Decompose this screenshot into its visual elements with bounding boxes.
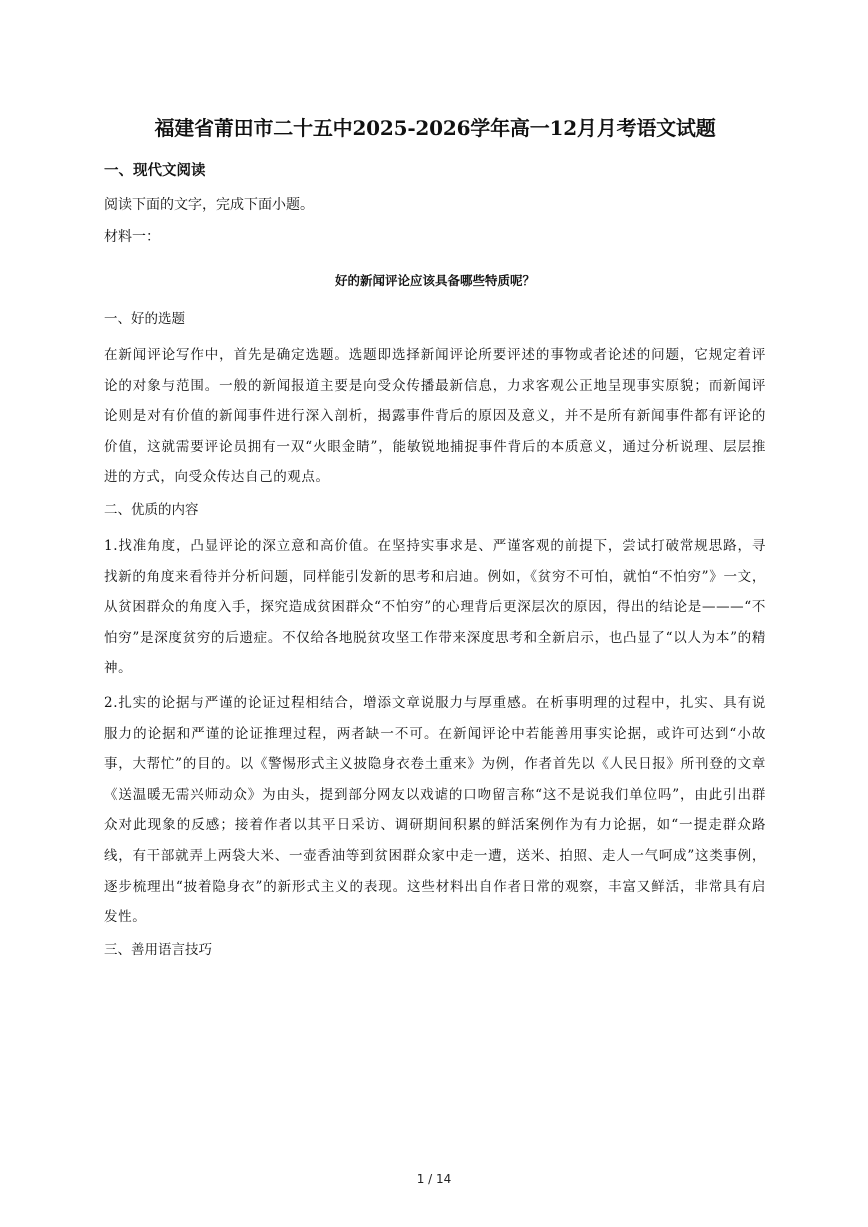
material-label: 材料一：: [104, 229, 160, 245]
paragraph-find-angle: 1.找准角度，凸显评论的深立意和高价值。在坚持实事求是、严谨客观的前提下，尝试打破常规思路，寻找新的角度来看待并分析问题，同样能引发新的思考和启迪。例如，《贫穷不可怕，就怕“不怕穷”》一文，从贫困群众的角度入手，探究造成贫困群众“不怕穷”的心理背后更深层次的原因，得出的结论是———“不怕穷”是深度贫穷的后遗症。不仅给各地脱贫攻坚工作带来深度思考和全新启示，也凸显了“以人为本”的精神。: [104, 537, 766, 677]
section-heading-modern-reading: 一、现代文阅读: [104, 163, 206, 179]
page-content: [104, 112, 766, 971]
sub-heading-good-topic: 一、好的选题: [104, 311, 185, 327]
paragraph-topic-selection: 在新闻评论写作中，首先是确定选题。选题即选择新闻评论所要评述的事物或者论述的问题，它规定着评论的对象与范围。一般的新闻报道主要是向受众传播最新信息，力求客观公正地呈现事实原貌；而新闻评论则是对有价值的新闻事件进行深入剖析，揭露事件背后的原因及意义，并不是所有新闻事件都有评论的价值，这就需要评论员拥有一双“火眼金睛”，能敏锐地捕捉事件背后的本质意义，通过分析说理、层层推进的方式，向受众传达自己的观点。: [104, 347, 766, 486]
sub-heading-language-skills: 三、善用语言技巧: [104, 941, 212, 958]
reading-instruction: 阅读下面的文字，完成下面小题。: [104, 197, 314, 213]
paragraph-solid-evidence: 2.扎实的论据与严谨的论证过程相结合，增添文章说服力与厚重感。在析事明理的过程中，扎实、具有说服力的论据和严谨的论证推理过程，两者缺一不可。在新闻评论中若能善用事实论据，或许可达到“小故事，大帮忙”的目的。以《警惕形式主义披隐身衣卷土重来》为例，作者首先以《人民日报》所刊登的文章《送温暖无需兴师动众》为由头，提到部分网友以戏谑的口吻留言称“这不是说我们单位吗”，由此引出群众对此现象的反感；接着作者以其平日采访、调研期间积累的鲜活案例作为有力论据，如“一提走群众路线，有干部就弄上两袋大米、一壶香油等到贫困群众家中走一遭，送米、拍照、走人一气呵成”这类事例，逐步梳理出“披着隐身衣”的新形式主义的表现。这些材料出自作者日常的观察，丰富又鲜活，非常具有启发性。: [104, 694, 766, 926]
page-number: 1 / 14: [416, 1172, 452, 1186]
sub-heading-quality-content: 二、优质的内容: [104, 501, 199, 518]
document-title: 福建省莆田市二十五中2025-2026学年高一12月月考语文试题: [154, 116, 716, 140]
passage-title: 好的新闻评论应该具备哪些特质呢？: [334, 273, 535, 288]
